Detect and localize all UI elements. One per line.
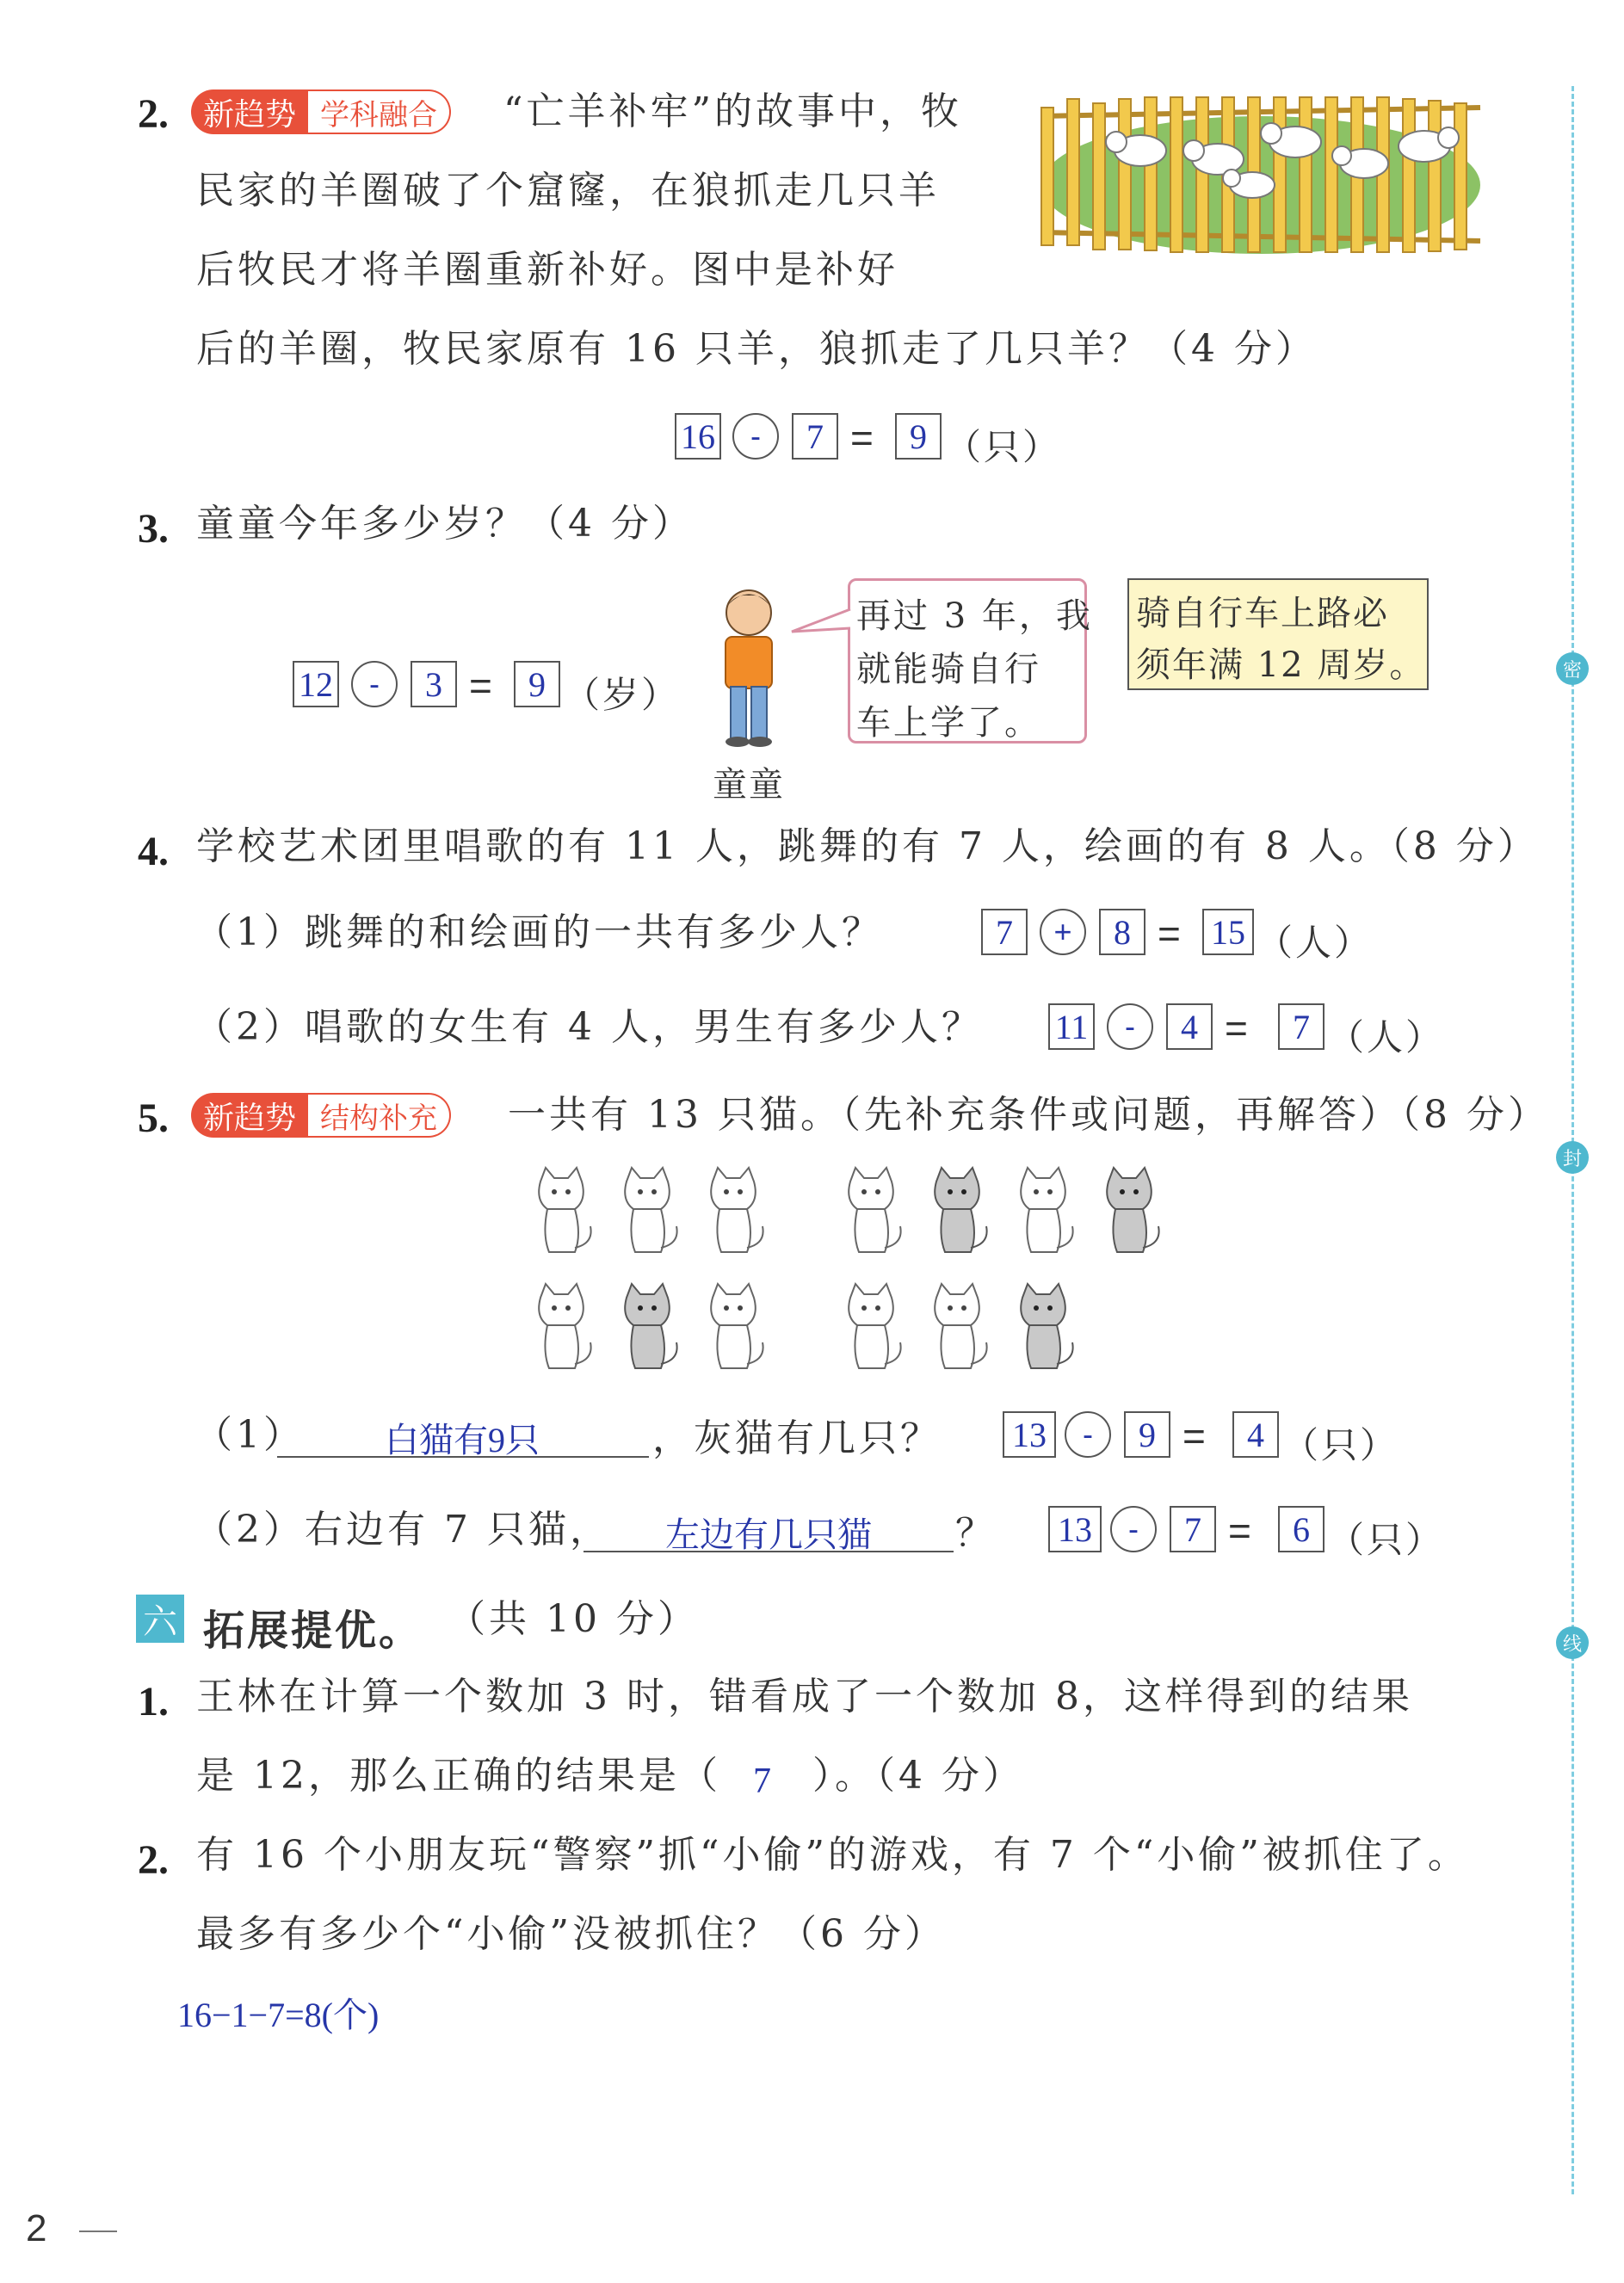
- q2-line-1: “亡羊补牢”的故事中，牧: [503, 89, 962, 133]
- q4-p1-operator[interactable]: +: [1040, 909, 1086, 955]
- s6-q1-number: 1.: [138, 1679, 169, 1725]
- q5-p1-unit: （只）: [1282, 1424, 1399, 1466]
- s6-q1-line-1: 王林在计算一个数加 3 时，错看成了一个数加 8，这样得到的结果: [196, 1675, 1413, 1718]
- q3-eq-operand-2[interactable]: 3: [411, 661, 457, 707]
- q5-p2-unit: （只）: [1328, 1519, 1445, 1561]
- q3-eq-operator[interactable]: -: [351, 661, 398, 707]
- q4-p1-operand-2[interactable]: 8: [1099, 909, 1145, 955]
- q3-eq-equals: =: [469, 663, 492, 708]
- s6-q1-line-2a: 是 12，那么正确的结果是（: [196, 1754, 721, 1798]
- q5-text: 一共有 13 只猫。（先补充条件或问题，再解答）（8 分）: [508, 1093, 1549, 1137]
- rule-line-2: 须年满 12 周岁。: [1136, 645, 1426, 685]
- bubble-line-1: 再过 3 年，我: [856, 596, 1093, 636]
- q4-p2-result[interactable]: 7: [1278, 1003, 1325, 1050]
- s6-q2-line-2: 最多有多少个“小偷”没被抓住？（6 分）: [196, 1912, 946, 1956]
- q4-p2-operand-2[interactable]: 4: [1166, 1003, 1213, 1050]
- q2-tag-subject: 学科融合: [308, 89, 451, 134]
- section-6-badge: 六: [136, 1595, 184, 1643]
- q3-text: 童童今年多少岁？（4 分）: [196, 502, 694, 546]
- q2-eq-unit: （只）: [945, 426, 1062, 468]
- q5-p2-prefix: （2）右边有 7 只猫，: [195, 1508, 611, 1552]
- q3-number: 3.: [138, 506, 169, 552]
- bubble-line-3: 车上学了。: [856, 703, 1041, 743]
- q5-p2-equals: =: [1228, 1509, 1251, 1553]
- q2-eq-operator[interactable]: -: [732, 413, 779, 460]
- q4-text: 学校艺术团里唱歌的有 11 人，跳舞的有 7 人，绘画的有 8 人。（8 分）: [196, 824, 1539, 868]
- s6-q2-line-1: 有 16 个小朋友玩“警察”抓“小偷”的游戏，有 7 个“小偷”被抓住了。: [196, 1833, 1469, 1877]
- boy-name-label: 童童: [713, 765, 785, 805]
- q5-p2-operator[interactable]: -: [1110, 1506, 1157, 1552]
- seal-dashed-line: [1572, 86, 1574, 2194]
- q4-number: 4.: [138, 829, 169, 874]
- q5-p2-operand-1[interactable]: 13: [1048, 1506, 1102, 1552]
- q5-p1-question: ，灰猫有几只？: [652, 1416, 942, 1460]
- q3-eq-result[interactable]: 9: [514, 661, 560, 707]
- speech-bubble-text: [856, 589, 1093, 750]
- q5-p1-prefix: （1）: [195, 1413, 305, 1457]
- seal-mark-3: 线: [1556, 1626, 1589, 1659]
- q4-part1-text: （1）跳舞的和绘画的一共有多少人？: [195, 910, 883, 954]
- s6-q1-line-2b: ）。（4 分）: [812, 1754, 1024, 1798]
- section-6-score: （共 10 分）: [448, 1597, 699, 1641]
- q5-p1-equals: =: [1182, 1414, 1206, 1459]
- q5-p1-fill-answer: 白猫有9只: [385, 1421, 540, 1459]
- q5-p1-operand-1[interactable]: 13: [1003, 1411, 1056, 1458]
- q5-p2-result[interactable]: 6: [1278, 1506, 1325, 1552]
- q2-trend-tag: [191, 89, 451, 134]
- q4-p1-equals: =: [1158, 911, 1181, 956]
- q2-eq-result[interactable]: 9: [895, 413, 942, 460]
- q5-p2-fill-answer: 左边有几只猫: [665, 1515, 872, 1554]
- q5-p2-operand-2[interactable]: 7: [1170, 1506, 1216, 1552]
- q5-trend-tag: [191, 1093, 451, 1138]
- q2-eq-operand-2[interactable]: 7: [792, 413, 838, 460]
- q2-line-3: 后牧民才将羊圈重新补好。图中是补好: [196, 248, 898, 292]
- bicycle-rule-text: [1136, 588, 1425, 691]
- sheep-pen-illustration: [1037, 82, 1485, 262]
- s6-q2-answer[interactable]: 16−1−7=8(个): [177, 1996, 380, 2034]
- q5-p1-fill-line[interactable]: [277, 1413, 649, 1458]
- q5-tag-structure: 结构补充: [308, 1093, 451, 1138]
- q5-p2-question: ？: [955, 1511, 997, 1555]
- q4-p1-operand-1[interactable]: 7: [981, 909, 1028, 955]
- q2-line-4: 后的羊圈，牧民家原有 16 只羊，狼抓走了几只羊？（4 分）: [196, 327, 1317, 371]
- q5-p1-operator[interactable]: -: [1065, 1411, 1111, 1458]
- s6-q2-number: 2.: [138, 1837, 169, 1883]
- q4-p2-operand-1[interactable]: 11: [1048, 1003, 1095, 1050]
- s6-q1-answer[interactable]: 7: [753, 1762, 771, 1801]
- q4-p2-unit: （人）: [1328, 1016, 1445, 1058]
- q4-p2-operator[interactable]: -: [1107, 1003, 1153, 1050]
- speech-bubble-tail: [790, 602, 852, 645]
- q3-eq-unit: （岁）: [564, 674, 681, 716]
- bubble-line-2: 就能骑自行: [856, 650, 1041, 689]
- q5-p1-result[interactable]: 4: [1232, 1411, 1279, 1458]
- q4-part2-text: （2）唱歌的女生有 4 人，男生有多少人？: [195, 1005, 983, 1049]
- seal-mark-1: 密: [1556, 652, 1589, 685]
- q4-p1-unit: （人）: [1257, 922, 1374, 964]
- page-number-rule: [79, 2231, 117, 2232]
- section-6-title: 拓展提优。: [203, 1607, 423, 1655]
- q3-eq-operand-1[interactable]: 12: [293, 661, 339, 707]
- q2-eq-equals: =: [850, 416, 874, 460]
- q2-line-2: 民家的羊圈破了个窟窿，在狼抓走几只羊: [196, 169, 940, 213]
- page-number: 2: [26, 2207, 47, 2249]
- q2-eq-operand-1[interactable]: 16: [675, 413, 721, 460]
- q5-p2-fill-line[interactable]: [584, 1508, 954, 1552]
- q4-p1-result[interactable]: 15: [1202, 909, 1254, 955]
- q5-number: 5.: [138, 1095, 169, 1141]
- boy-illustration: [701, 578, 796, 750]
- seal-mark-2: 封: [1556, 1141, 1589, 1174]
- q4-p2-equals: =: [1225, 1006, 1248, 1051]
- q5-tag-new-trend: 新趋势: [191, 1093, 308, 1138]
- q5-p1-operand-2[interactable]: 9: [1124, 1411, 1170, 1458]
- cats-illustration: [525, 1162, 1196, 1385]
- q2-tag-new-trend: 新趋势: [191, 89, 308, 134]
- rule-line-1: 骑自行车上路必: [1136, 594, 1389, 633]
- q2-number: 2.: [138, 91, 169, 137]
